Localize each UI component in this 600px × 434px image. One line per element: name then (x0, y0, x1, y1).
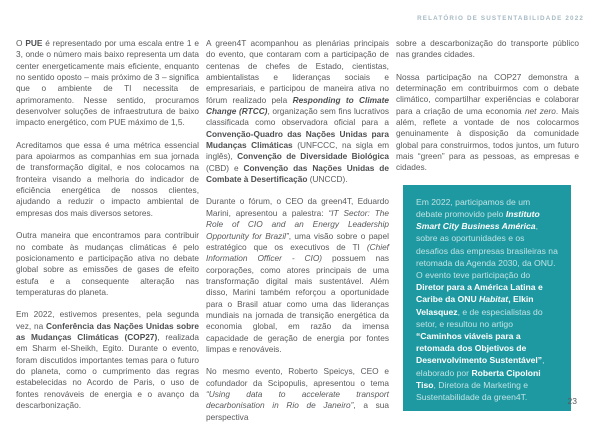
column-3 (396, 38, 579, 434)
paragraph-decarbonization: sobre a descarbonização do transporte público nas grandes cidades. (396, 38, 579, 60)
paragraph-pue-scale: O PUE é representado por uma escala entre 1 e 3, onde o número mais baixo representa um data center energeticamente mais eficiente, enquanto no sentido oposto – mais próximo de 3 – significa que o ambiente de TI necessita de aprimoramento. Nesse sentido, procuramos desenvolver soluções de infraestrutura de baixo impacto energético, com PUE máximo de 1,5. (16, 38, 199, 128)
highlight-text: Em 2022, participamos de um debate promovido pelo Instituto Smart City Business América, sobre as oportunidades e os desafios das empresas brasileiras na retomada da Agenda 2030, da ONU. O evento teve participação do Diretor para a América Latina e Caribe da ONU Habitat, Elkin Velasquez, e de especialistas do setor, e resultou no artigo “Caminhos viáveis para a retomada dos Objetivos de Desenvolvimento Sustentável”, elaborado por Roberta Cipoloni Tiso, Diretora de Marketing e Sustentabilidade da green4T. (416, 196, 558, 403)
highlight-box (403, 185, 571, 411)
report-header (417, 15, 584, 22)
paragraph-plenaries: A green4T acompanhou as plenárias principais do evento, que contaram com a participação de centenas de chefes de Estado, cientistas, ambientalistas e lideranças sociais e empresariais, e participou de maneira ativa no fórum realizado pela Responding to Climate Change (RTCC), organização sem fins lucrativos classificada como observadora oficial para a Convenção-Quadro das Nações Unidas para Mudanças Climáticas (UNFCCC, na sigla em inglês), Convenção de Diversidade Biológica (CBD) e Convenção das Nações Unidas de Combate à Desertificação (UNCCD). (206, 38, 389, 185)
report-title: RELATÓRIO DE SUSTENTABILIDADE 2022 (417, 15, 584, 22)
paragraph-cop27: Em 2022, estivemos presentes, pela segunda vez, na Conferência das Nações Unidas sobre as Mudanças Climáticas (COP27), realizada em Sharm el-Sheikh, Egito. Durante o evento, foram discutidos importantes temas para o futuro do planeta, como o cumprimento das regras estabelecidas no Acordo de Paris, o uso de fontes renováveis de energia e o avanço da descarbonização. (16, 309, 199, 410)
paragraph-net-zero: Nossa participação na COP27 demonstra a determinação em contribuirmos com o debate climático, compartilhar experiências e colaborar para a criação de uma economia net zero. Mais além, reflete a vontade de nos colocarmos genuinamente à disposição da comunidade global para construirmos, todos juntos, um futuro mais “green” para as pessoas, as empresas e cidades. (396, 71, 579, 173)
paragraph-metric: Acreditamos que essa é uma métrica essencial para apoiarmos as companhias em sua jornada de transformação digital, e nos colocamos na fronteira visando a melhoria do indicador de eficiência energética de nossos clientes, ajudando a reduzir o impacto ambiental de empresas dos mais diversos setores. (16, 139, 199, 218)
content-columns (16, 38, 579, 434)
page-number: 23 (567, 396, 577, 406)
column-2 (206, 38, 389, 434)
paragraph-ceo-lecture: Durante o fórum, o CEO da green4T, Eduardo Marini, apresentou a palestra: “IT Sector: The Role of CIO and an Energy Leadership Opportunity for Brazil”, uma visão sobre o papel estratégico que os executivos de TI (Chief Information Officer - CIO) possuem nas corporações, como atores principais de uma transformação digital mais sustentável. Além disso, Marini também reforçou a oportunidade para o Brasil atuar como uma das lideranças mundiais na jornada de transição energética da economia global, em razão da imensa capacidade de geração de energia por fontes limpas e renováveis. (206, 196, 389, 354)
paragraph-climate-debate: Outra maneira que encontramos para contribuir no combate às mudanças climáticas é pelo posicionamento e participação ativa no debate global sobre as emissões de gases de efeito estufa e a consequente alteração nas temperaturas do planeta. (16, 230, 199, 297)
paragraph-scipopulis: No mesmo evento, Roberto Speicys, CEO e cofundador da Scipopulis, apresentou o tema “Using data to accelerate transport decarbonisation in Rio de Janeiro”, a sua perspectiva (206, 366, 389, 422)
column-1 (16, 38, 199, 434)
